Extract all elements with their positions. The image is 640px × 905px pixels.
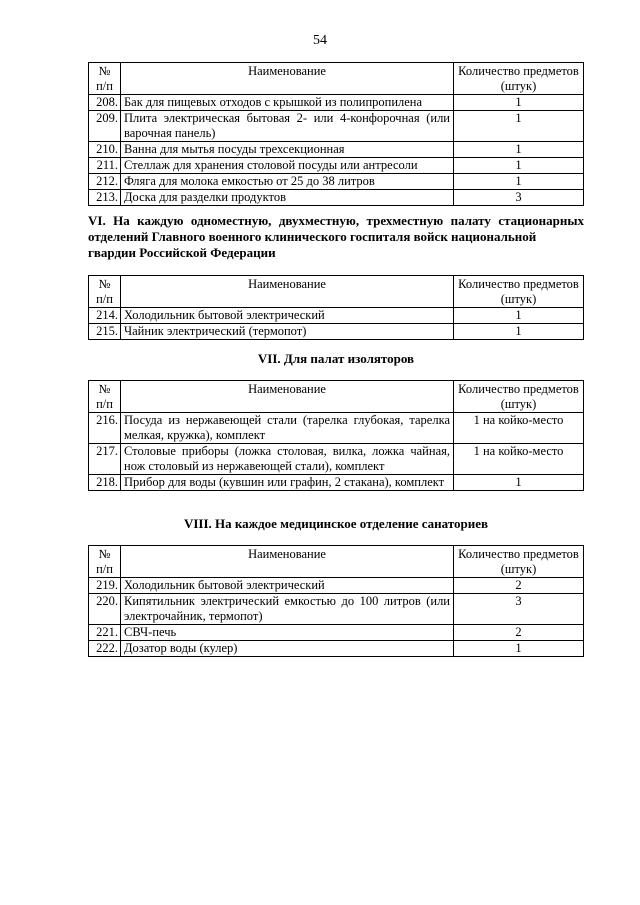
- row-num: 218.: [89, 475, 121, 491]
- row-num: 220.: [89, 594, 121, 625]
- row-num: 219.: [89, 578, 121, 594]
- row-name: Прибор для воды (кувшин или графин, 2 стакана), комплект: [121, 475, 454, 491]
- row-name: Стеллаж для хранения столовой посуды или антресоли: [121, 158, 454, 174]
- row-num: 214.: [89, 308, 121, 324]
- table-row: [89, 641, 584, 657]
- items-table-2: [88, 275, 584, 340]
- row-name: Холодильник бытовой электрический: [121, 578, 454, 594]
- row-name: СВЧ-печь: [121, 625, 454, 641]
- row-num: 215.: [89, 324, 121, 340]
- row-qty: 1: [454, 111, 584, 142]
- row-qty: 2: [454, 625, 584, 641]
- table-row: [89, 111, 584, 142]
- row-qty: 1: [454, 174, 584, 190]
- row-qty: 1: [454, 158, 584, 174]
- page-number: 54: [313, 33, 327, 48]
- row-name: Столовые приборы (ложка столовая, вилка, ложка чайная, нож столовый из нержавеющей стали), комплект: [121, 444, 454, 475]
- row-num: 216.: [89, 413, 121, 444]
- table-block-3: [88, 380, 584, 491]
- table-row: [89, 594, 584, 625]
- items-table-3: [88, 380, 584, 491]
- row-num: 217.: [89, 444, 121, 475]
- row-qty: 1: [454, 142, 584, 158]
- row-num: 208.: [89, 95, 121, 111]
- table-row: [89, 475, 584, 491]
- row-name: Фляга для молока емкостью от 25 до 38 литров: [121, 174, 454, 190]
- row-name: Плита электрическая бытовая 2- или 4-конфорочная (или варочная панель): [121, 111, 454, 142]
- table-row: [89, 625, 584, 641]
- row-qty: 2: [454, 578, 584, 594]
- row-name: Холодильник бытовой электрический: [121, 308, 454, 324]
- header-qty: Количество предметов (штук): [454, 381, 584, 413]
- row-name: Чайник электрический (термопот): [121, 324, 454, 340]
- header-name: Наименование: [121, 63, 454, 95]
- table-block-1: [88, 62, 584, 206]
- table-row: [89, 324, 584, 340]
- row-qty: 1 на койко-место: [454, 444, 584, 475]
- header-num: № п/п: [89, 63, 121, 95]
- row-qty: 1: [454, 308, 584, 324]
- row-name: Кипятильник электрический емкостью до 100 литров (или электрочайник, термопот): [121, 594, 454, 625]
- row-num: 221.: [89, 625, 121, 641]
- row-name: Ванна для мытья посуды трехсекционная: [121, 142, 454, 158]
- header-qty: Количество предметов (штук): [454, 276, 584, 308]
- row-qty: 3: [454, 594, 584, 625]
- row-num: 210.: [89, 142, 121, 158]
- row-name: Дозатор воды (кулер): [121, 641, 454, 657]
- row-num: 212.: [89, 174, 121, 190]
- row-qty: 1: [454, 95, 584, 111]
- row-num: 222.: [89, 641, 121, 657]
- table-row: [89, 413, 584, 444]
- header-num: № п/п: [89, 381, 121, 413]
- row-qty: 1: [454, 641, 584, 657]
- row-qty: 1: [454, 475, 584, 491]
- row-name: Бак для пищевых отходов с крышкой из полипропилена: [121, 95, 454, 111]
- table-header-row: [89, 546, 584, 578]
- table-row: [89, 95, 584, 111]
- table-header-row: [89, 276, 584, 308]
- table-header-row: [89, 63, 584, 95]
- table-row: [89, 308, 584, 324]
- table-row: [89, 578, 584, 594]
- table-row: [89, 174, 584, 190]
- table-row: [89, 190, 584, 206]
- table-block-2: [88, 275, 584, 340]
- section-heading-vi-line2: гвардии Российской Федерации: [88, 245, 276, 260]
- items-table-1: [88, 62, 584, 206]
- row-qty: 1: [454, 324, 584, 340]
- section-heading-viii: VIII. На каждое медицинское отделение санаториев: [183, 516, 489, 531]
- items-table-4: [88, 545, 584, 657]
- row-num: 213.: [89, 190, 121, 206]
- section-heading-vi: [88, 213, 584, 261]
- table-block-4: [88, 545, 584, 657]
- table-row: [89, 142, 584, 158]
- header-qty: Количество предметов (штук): [454, 546, 584, 578]
- row-name: Доска для разделки продуктов: [121, 190, 454, 206]
- row-qty: 1 на койко-место: [454, 413, 584, 444]
- header-num: № п/п: [89, 546, 121, 578]
- section-heading-vi-line1: VI. На каждую одноместную, двухместную, трехместную палату стационарных отделений Главного военного клинического госпиталя войск национальной: [88, 213, 584, 244]
- section-heading-vii: VII. Для палат изоляторов: [257, 351, 415, 366]
- table-row: [89, 444, 584, 475]
- row-qty: 3: [454, 190, 584, 206]
- header-name: Наименование: [121, 546, 454, 578]
- row-num: 209.: [89, 111, 121, 142]
- header-name: Наименование: [121, 381, 454, 413]
- header-qty: Количество предметов (штук): [454, 63, 584, 95]
- row-num: 211.: [89, 158, 121, 174]
- table-header-row: [89, 381, 584, 413]
- row-name: Посуда из нержавеющей стали (тарелка глубокая, тарелка мелкая, кружка), комплект: [121, 413, 454, 444]
- header-num: № п/п: [89, 276, 121, 308]
- table-row: [89, 158, 584, 174]
- header-name: Наименование: [121, 276, 454, 308]
